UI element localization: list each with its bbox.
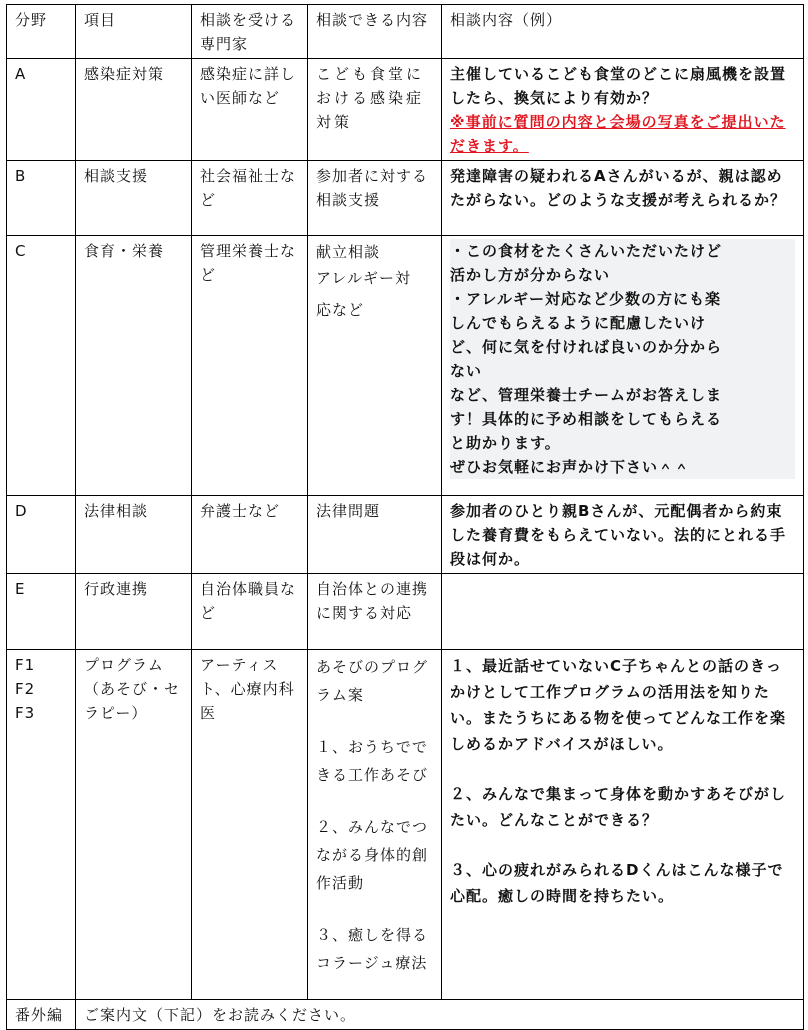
row-d-item: 法律相談 bbox=[76, 496, 192, 574]
row-b-topics: 参加者に対する相談支援 bbox=[308, 161, 442, 236]
row-b-expert: 社会福祉士など bbox=[192, 161, 308, 236]
row-c-example-line-3: ・アレルギー対応など少数の方にも楽 bbox=[450, 287, 795, 311]
row-f-example-3: ３、心の疲れがみられるDくんはこんな様子で心配。癒しの時間を持ちたい。 bbox=[450, 861, 784, 905]
row-c-expert: 管理栄養士など bbox=[192, 236, 308, 496]
row-f-field-1: F1 bbox=[15, 656, 36, 674]
row-f-example-2: ２、みんなで集まって身体を動かすあそびがしたい。どんなことができる？ bbox=[450, 785, 787, 829]
header-expert: 相談を受ける専門家 bbox=[192, 5, 308, 59]
row-c-field: C bbox=[7, 236, 76, 496]
row-c-example-line-2: 活かし方が分からない bbox=[450, 263, 795, 287]
row-d-topics: 法律問題 bbox=[308, 496, 442, 574]
table-row-c bbox=[7, 236, 804, 496]
row-c-example-line-8: す！具体的に予め相談をしてもらえる bbox=[450, 407, 795, 431]
table-row-a bbox=[7, 59, 804, 161]
row-f-examples bbox=[442, 650, 804, 1000]
row-b-field: B bbox=[7, 161, 76, 236]
row-f-item: プログラム（あそび・セラピー） bbox=[76, 650, 192, 1000]
row-c-example-line-7: など、管理栄養士チームがお答えしま bbox=[450, 383, 795, 407]
row-f-topics-2: ２、みんなでつながる身体的創作活動 bbox=[316, 818, 429, 892]
footer-label: 番外編 bbox=[7, 1000, 76, 1030]
consultation-table bbox=[6, 4, 804, 1030]
row-a-example-note: ※事前に質問の内容と会場の写真をご提出いただきます。 bbox=[450, 113, 786, 155]
row-f-topics-head: あそびのプログラム案 bbox=[316, 658, 429, 704]
row-c-topics bbox=[308, 236, 442, 496]
header-topics: 相談できる内容 bbox=[308, 5, 442, 59]
table-row-e bbox=[7, 574, 804, 650]
row-b-examples: 発達障害の疑われるAさんがいるが、親は認めたがらない。どのような支援が考えられるか？ bbox=[442, 161, 804, 236]
header-item: 項目 bbox=[76, 5, 192, 59]
row-a-example-main: 主催しているこども食堂のどこに扇風機を設置したら、換気により有効か？ bbox=[450, 65, 787, 107]
row-c-example-line-6: ない bbox=[450, 359, 795, 383]
row-a-examples bbox=[442, 59, 804, 161]
row-f-field bbox=[7, 650, 76, 1000]
footer-text: ご案内文（下記）をお読みください。 bbox=[76, 1000, 804, 1030]
row-e-expert: 自治体職員など bbox=[192, 574, 308, 650]
row-f-topics-3: ３、癒しを得るコラージュ療法 bbox=[316, 926, 429, 972]
row-a-item: 感染症対策 bbox=[76, 59, 192, 161]
row-d-examples: 参加者のひとり親Bさんが、元配偶者から約束した養育費をもらえていない。法的にとれる手段は何か。 bbox=[442, 496, 804, 574]
row-f-expert: アーティスト、心療内科医 bbox=[192, 650, 308, 1000]
row-c-topics-line-3: 応など bbox=[316, 301, 365, 319]
row-e-item: 行政連携 bbox=[76, 574, 192, 650]
row-a-expert: 感染症に詳しい医師など bbox=[192, 59, 308, 161]
row-a-field: A bbox=[7, 59, 76, 161]
table-row-f bbox=[7, 650, 804, 1000]
row-f-field-2: F2 bbox=[15, 680, 36, 698]
row-c-example-line-9: と助かります。 bbox=[450, 431, 795, 455]
row-f-topics-1: １、おうちでできる工作あそび bbox=[316, 738, 429, 784]
row-b-item: 相談支援 bbox=[76, 161, 192, 236]
header-field: 分野 bbox=[7, 5, 76, 59]
row-a-topics: こども食堂における感染症対策 bbox=[308, 59, 442, 161]
header-row bbox=[7, 5, 804, 59]
row-c-topics-line-2: アレルギー対 bbox=[316, 269, 412, 287]
table-row-b bbox=[7, 161, 804, 236]
row-f-field-3: F3 bbox=[15, 704, 36, 722]
row-f-example-1: １、最近話せていないC子ちゃんとの話のきっかけとして工作プログラムの活用法を知りたい。またうちにある物を使ってどんな工作を楽しめるかアドバイスがほしい。 bbox=[450, 657, 787, 753]
row-c-example-line-5: ど、何に気を付ければ良いのか分から bbox=[450, 335, 795, 359]
row-c-example-line-10: ぜひお気軽にお声かけ下さい＾＾ bbox=[450, 455, 795, 479]
row-e-topics: 自治体との連携に関する対応 bbox=[308, 574, 442, 650]
row-d-expert: 弁護士など bbox=[192, 496, 308, 574]
row-d-field: D bbox=[7, 496, 76, 574]
row-e-field: E bbox=[7, 574, 76, 650]
row-c-examples bbox=[442, 236, 804, 496]
row-c-example-line-4: しんでもらえるように配慮したいけ bbox=[450, 311, 795, 335]
table-row-d bbox=[7, 496, 804, 574]
row-c-example-line-1: ・この食材をたくさんいただいたけど bbox=[450, 239, 795, 263]
row-c-item: 食育・栄養 bbox=[76, 236, 192, 496]
header-examples: 相談内容（例） bbox=[442, 5, 804, 59]
row-c-topics-line-1: 献立相談 bbox=[316, 243, 381, 261]
row-e-examples bbox=[442, 574, 804, 650]
footer-row bbox=[7, 1000, 804, 1030]
row-f-topics bbox=[308, 650, 442, 1000]
